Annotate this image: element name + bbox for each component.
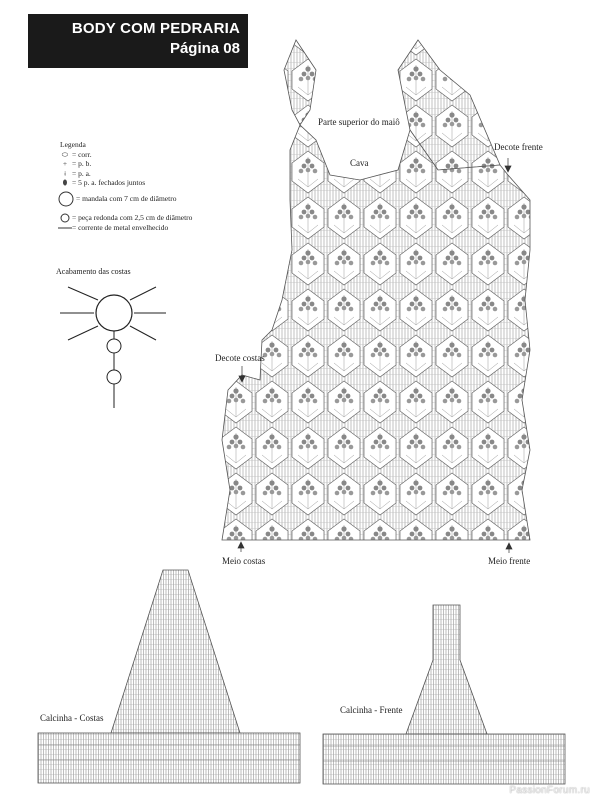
top-part-label: Parte superior do maiô	[318, 117, 400, 127]
center-back-label: Meio costas	[222, 556, 266, 566]
armhole-label: Cava	[350, 158, 369, 168]
panty-front-label: Calcinha - Frente	[340, 705, 403, 715]
oval-icon: ⬭	[61, 149, 69, 159]
round-piece-circle	[107, 370, 121, 384]
body-chart	[222, 40, 530, 540]
legend-text: = p. a.	[72, 168, 91, 178]
stitch-icon: ǂ	[64, 168, 66, 178]
panty-front-chart	[323, 605, 565, 784]
front-neckline-label: Decote frente	[494, 142, 543, 152]
back-neckline-label: Decote costas	[215, 353, 265, 363]
watermark: PassionForum.ru	[509, 785, 590, 796]
panty-back-chart	[38, 570, 300, 783]
round-piece-circle	[107, 339, 121, 353]
legend-text: = mandala com 7 cm de diâmetro	[76, 194, 177, 204]
legend-text: = p. b.	[72, 159, 92, 169]
mandala-circle	[96, 295, 132, 331]
legend-text: = peça redonda com 2,5 cm de diâmetro	[72, 213, 193, 223]
cross-icon: +	[62, 159, 68, 169]
legend-title: Legenda	[60, 140, 86, 149]
header-page-number: Página 08	[169, 40, 240, 57]
panty-back-label: Calcinha - Costas	[40, 713, 104, 723]
back-finishing-label: Acabamento das costas	[56, 267, 131, 276]
center-front-label: Meio frente	[488, 556, 531, 566]
legend-text: = 5 p. a. fechados juntos	[72, 178, 146, 188]
back-finishing-diagram	[60, 287, 166, 408]
legend-text: = corr.	[72, 149, 92, 159]
cluster-icon: ⬮	[62, 178, 68, 188]
header-title: BODY COM PEDRARIA	[71, 20, 240, 37]
legend-text: = corrente de metal envelhecido	[72, 222, 169, 232]
